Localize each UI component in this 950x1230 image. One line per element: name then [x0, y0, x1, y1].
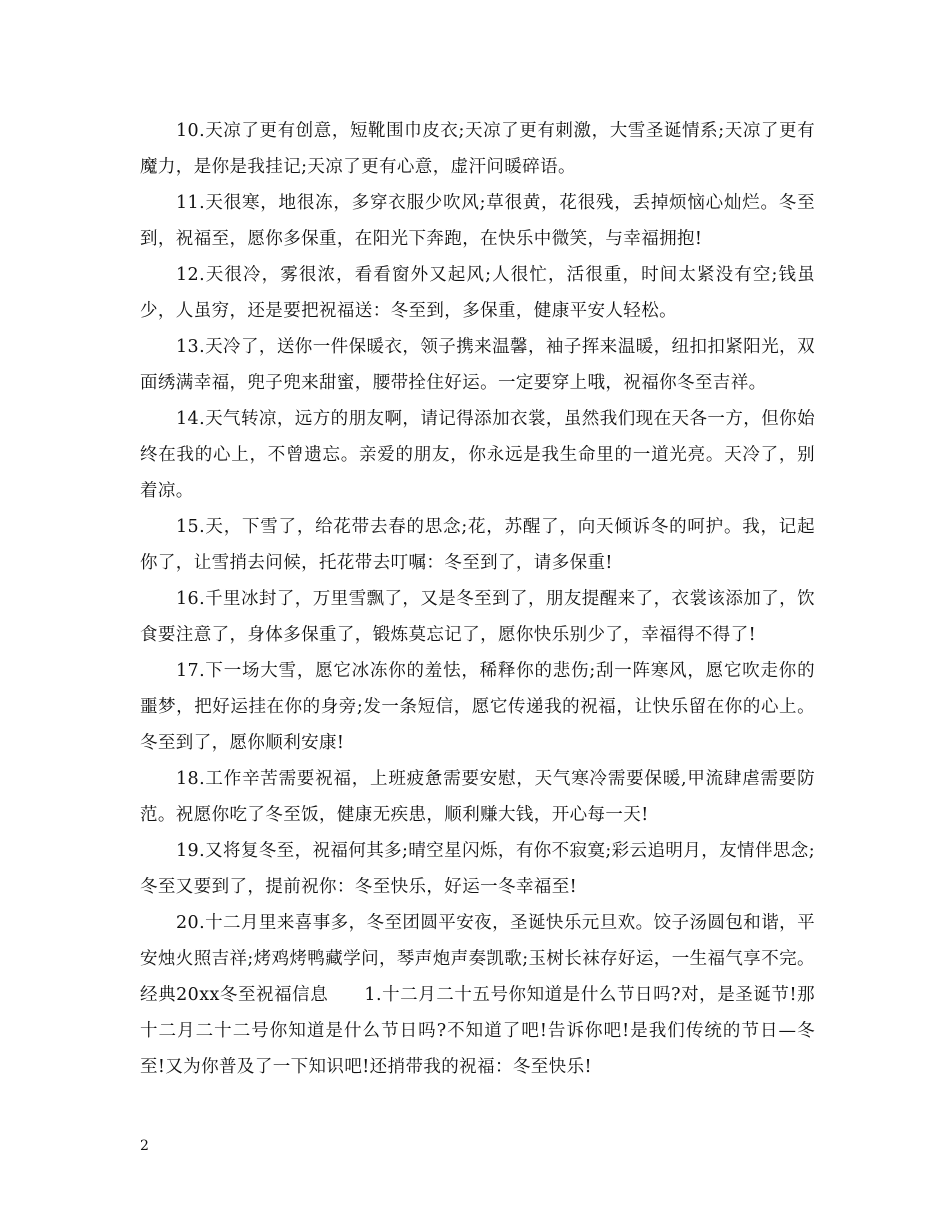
- section-paragraph-classic: 经典20xx冬至祝福信息 1.十二月二十五号你知道是什么节日吗?对，是圣诞节!那十二月二十二号你知道是什么节日吗?不知道了吧!告诉你吧!是我们传统的节日—冬至!又为你普及了一下知识吧!还捎带我的祝福：冬至快乐!: [140, 985, 815, 1077]
- paragraph-12: 12.天很冷，雾很浓，看看窗外又起风;人很忙，活很重，时间太紧没有空;钱虽少，人虽穷，还是要把祝福送：冬至到，多保重，健康平安人轻松。: [140, 265, 815, 321]
- paragraph-18: 18.工作辛苦需要祝福，上班疲惫需要安慰，天气寒冷需要保暖,甲流肆虐需要防范。祝愿你吃了冬至饭，健康无疾患，顺利赚大钱，开心每一天!: [140, 769, 815, 825]
- paragraph-11: 11.天很寒，地很冻，多穿衣服少吹风;草很黄，花很残，丢掉烦恼心灿烂。冬至到，祝福至，愿你多保重，在阳光下奔跑，在快乐中微笑，与幸福拥抱!: [140, 193, 815, 249]
- page-number: 2: [140, 1138, 149, 1154]
- paragraph-19: 19.又将复冬至，祝福何其多;晴空星闪烁，有你不寂寞;彩云追明月，友情伴思念;冬至又要到了，提前祝你：冬至快乐，好运一冬幸福至!: [140, 841, 815, 897]
- paragraph-14: 14.天气转凉，远方的朋友啊，请记得添加衣裳，虽然我们现在天各一方，但你始终在我的心上，不曾遗忘。亲爱的朋友，你永远是我生命里的一道光亮。天冷了，别着凉。: [140, 409, 815, 501]
- document-body: [140, 113, 815, 1085]
- paragraph-16: 16.千里冰封了，万里雪飘了，又是冬至到了，朋友提醒来了，衣裳该添加了，饮食要注意了，身体多保重了，锻炼莫忘记了，愿你快乐别少了，幸福得不得了!: [140, 589, 815, 645]
- paragraph-20: 20.十二月里来喜事多，冬至团圆平安夜，圣诞快乐元旦欢。饺子汤圆包和谐，平安烛火照吉祥;烤鸡烤鸭藏学问，琴声炮声奏凯歌;玉树长袜存好运，一生福气享不完。: [140, 913, 815, 969]
- paragraph-17: 17.下一场大雪，愿它冰冻你的羞怯，稀释你的悲伤;刮一阵寒风，愿它吹走你的噩梦，把好运挂在你的身旁;发一条短信，愿它传递我的祝福，让快乐留在你的心上。冬至到了，愿你顺利安康!: [140, 661, 815, 753]
- paragraph-15: 15.天，下雪了，给花带去春的思念;花，苏醒了，向天倾诉冬的呵护。我，记起你了，让雪捎去问候，托花带去叮嘱：冬至到了，请多保重!: [140, 517, 815, 573]
- paragraph-10: 10.天凉了更有创意，短靴围巾皮衣;天凉了更有刺激，大雪圣诞情系;天凉了更有魔力，是你是我挂记;天凉了更有心意，虚汗问暖碎语。: [140, 121, 815, 177]
- paragraph-13: 13.天冷了，送你一件保暖衣，领子携来温馨，袖子挥来温暖，纽扣扣紧阳光，双面绣满幸福，兜子兜来甜蜜，腰带拴住好运。一定要穿上哦，祝福你冬至吉祥。: [140, 337, 815, 393]
